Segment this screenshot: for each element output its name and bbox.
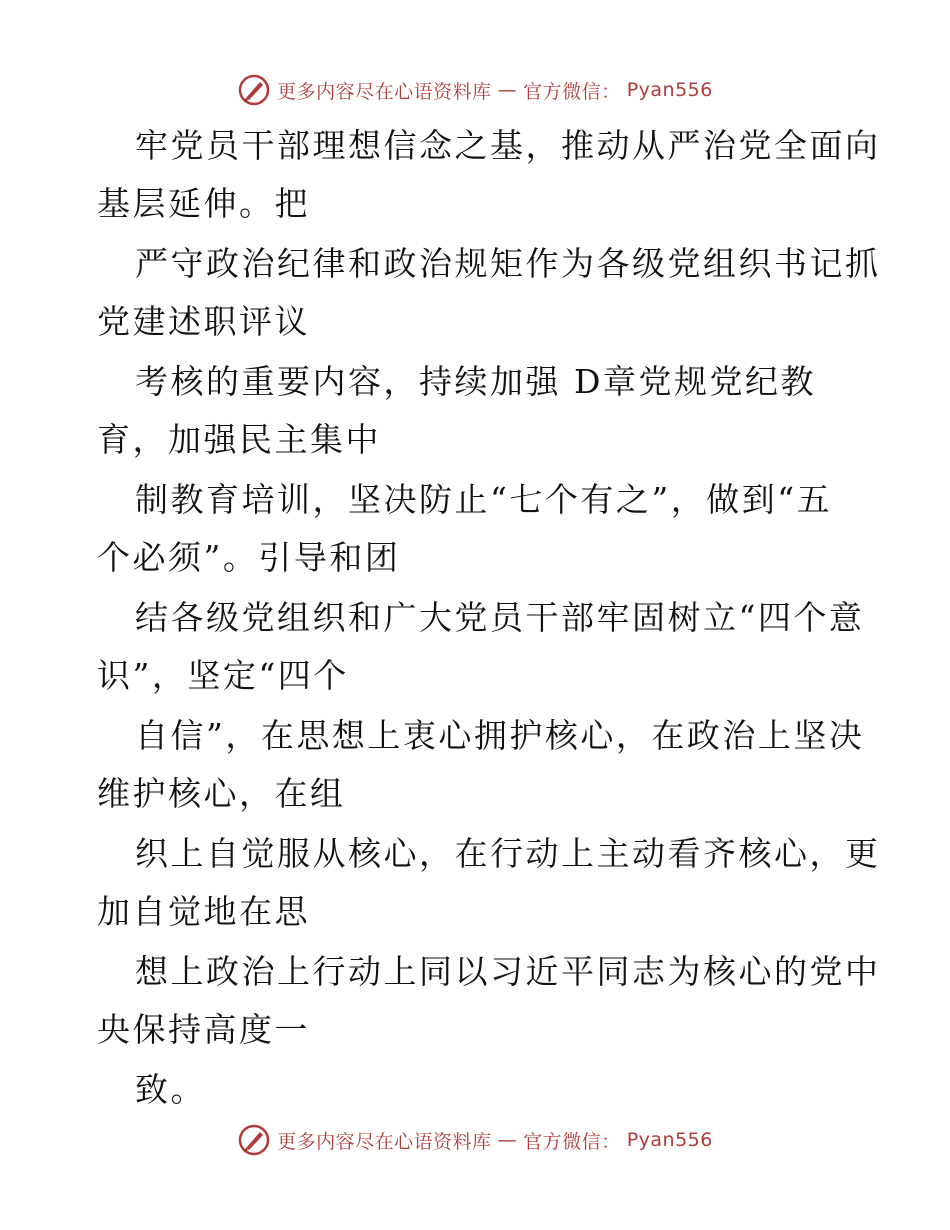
text-line: 维护核心，在组 bbox=[97, 774, 346, 813]
text-line: 育，加强民主集中 bbox=[97, 420, 381, 459]
text-line: 考核的重要内容，持续加强 D章党规党纪教 bbox=[135, 362, 816, 401]
header-banner bbox=[0, 70, 950, 110]
text-line: 制教育培训，坚决防止“七个有之”，做到“五 bbox=[135, 480, 833, 519]
footer-banner bbox=[0, 1120, 950, 1160]
banner-text: 更多内容尽在心语资料库 bbox=[277, 80, 492, 103]
text-line: 央保持高度一 bbox=[97, 1010, 310, 1049]
banner-wechat-label: 官方微信： bbox=[523, 80, 621, 103]
banner-wechat-id: Pyan556 bbox=[626, 79, 713, 101]
text-line: 结各级党组织和广大党员干部牢固树立“四个意 bbox=[135, 598, 865, 637]
text-line: 个必须”。引导和团 bbox=[97, 538, 401, 577]
banner-separator: — bbox=[497, 79, 518, 101]
pen-logo-icon bbox=[237, 1123, 271, 1157]
banner-separator: — bbox=[497, 1129, 518, 1151]
text-line: 自信”，在思想上衷心拥护核心，在政治上坚决 bbox=[135, 716, 865, 755]
banner-wechat-id: Pyan556 bbox=[626, 1129, 713, 1151]
banner-text: 更多内容尽在心语资料库 bbox=[277, 1130, 492, 1153]
text-line: 牢党员干部理想信念之基，推动从严治党全面向 bbox=[135, 126, 881, 165]
text-line: 加自觉地在思 bbox=[97, 892, 310, 931]
text-line: 致。 bbox=[135, 1070, 206, 1109]
text-line: 识”，坚定“四个 bbox=[97, 656, 349, 695]
banner-wechat-label: 官方微信： bbox=[523, 1130, 621, 1153]
text-line: 严守政治纪律和政治规矩作为各级党组织书记抓 bbox=[135, 244, 881, 283]
text-line: 基层延伸。把 bbox=[97, 184, 310, 223]
text-line: 织上自觉服从核心，在行动上主动看齐核心，更 bbox=[135, 834, 881, 873]
text-line: 想上政治上行动上同以习近平同志为核心的党中 bbox=[135, 952, 881, 991]
pen-logo-icon bbox=[237, 73, 271, 107]
text-line: 党建述职评议 bbox=[97, 302, 310, 341]
